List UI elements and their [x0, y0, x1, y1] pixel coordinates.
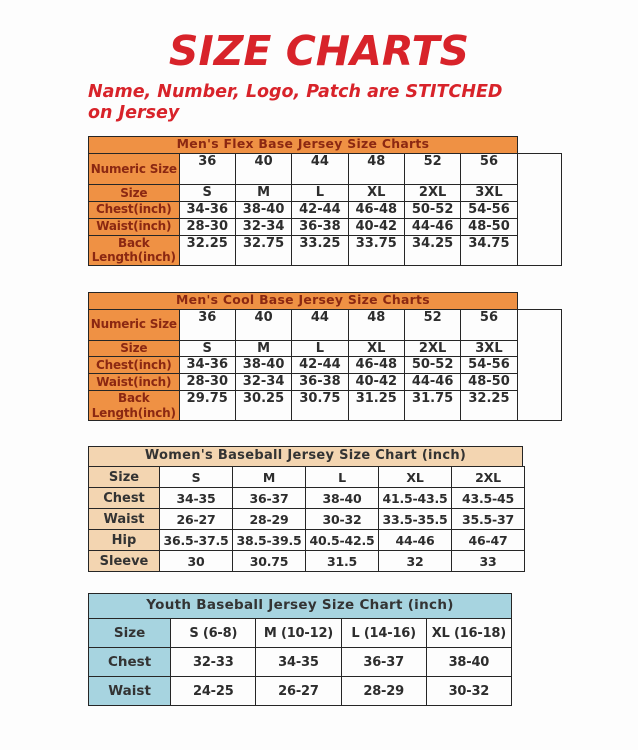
cell-value: 36.5-37.5 [160, 530, 233, 551]
row-label: Size [89, 619, 171, 648]
mens-cool-base-size-chart [88, 292, 638, 422]
row-label: Chest(inch) [89, 357, 180, 374]
cell-value: 30.75 [233, 551, 306, 572]
table-title-bar: Men's Flex Base Jersey Size Charts [88, 136, 518, 153]
cell-value: M [235, 340, 291, 357]
cell-value: M [233, 467, 306, 488]
cell-value: 44 [292, 309, 348, 340]
size-table [88, 153, 562, 266]
cell-value: 46-48 [348, 357, 404, 374]
cell-value: XL [348, 184, 404, 201]
cell-value: 31.75 [404, 391, 460, 421]
cell-value: 56 [461, 153, 517, 184]
cell-value: 35.5-37 [452, 509, 525, 530]
cell-value: 41.5-43.5 [379, 488, 452, 509]
cell-value: 30 [160, 551, 233, 572]
page-title: SIZE CHARTS [168, 27, 470, 75]
cell-value: 36-37 [233, 488, 306, 509]
cell-value: 44-46 [404, 218, 460, 235]
cell-value: 54-56 [461, 201, 517, 218]
table-row [89, 530, 525, 551]
cell-value: 28-30 [179, 374, 235, 391]
table-row [89, 201, 562, 218]
mens-flex-base-size-chart [88, 136, 638, 266]
cell-value: 32.75 [235, 235, 291, 265]
table-row [89, 309, 562, 340]
size-table [88, 618, 512, 706]
size-table [88, 309, 562, 422]
cell-value: 52 [404, 309, 460, 340]
cell-value: 46-48 [348, 201, 404, 218]
womens-baseball-size-chart [88, 446, 638, 572]
table-title-bar: Women's Baseball Jersey Size Chart (inch) [88, 446, 523, 466]
cell-value: L [292, 340, 348, 357]
cell-value: 31.25 [348, 391, 404, 421]
cell-value: 40 [235, 309, 291, 340]
cell-value: 3XL [461, 184, 517, 201]
cell-value: 38-40 [235, 357, 291, 374]
cell-value: 31.5 [306, 551, 379, 572]
cell-value: 40-42 [348, 218, 404, 235]
row-label: Chest [89, 488, 160, 509]
cell-value: S [160, 467, 233, 488]
table-row [89, 218, 562, 235]
page-subtitle-line-1: Name, Number, Logo, Patch are STITCHED [88, 82, 503, 103]
page-subtitle-line-2: on Jersey [88, 103, 180, 124]
cell-value: XL [379, 467, 452, 488]
cell-value: 38-40 [426, 648, 511, 677]
table-row [89, 551, 525, 572]
cell-value: L [306, 467, 379, 488]
cell-value: 44-46 [379, 530, 452, 551]
cell-value: 40-42 [348, 374, 404, 391]
cell-value: 34-35 [160, 488, 233, 509]
cell-value: 32 [379, 551, 452, 572]
table-row [89, 391, 562, 421]
cell-value: 34.25 [404, 235, 460, 265]
size-table [88, 466, 525, 572]
cell-value: S [179, 340, 235, 357]
cell-value: 32-34 [235, 374, 291, 391]
table-row [89, 509, 525, 530]
cell-value: 33 [452, 551, 525, 572]
cell-value: 48-50 [461, 218, 517, 235]
cell-value: 33.25 [292, 235, 348, 265]
cell-value: 38-40 [306, 488, 379, 509]
row-label: Chest [89, 648, 171, 677]
table-row [89, 357, 562, 374]
table-row [89, 340, 562, 357]
cell-value: M (10-12) [256, 619, 341, 648]
cell-value: 38.5-39.5 [233, 530, 306, 551]
cell-value: 3XL [461, 340, 517, 357]
table-row [89, 374, 562, 391]
cell-value: 33.75 [348, 235, 404, 265]
row-label: Sleeve [89, 551, 160, 572]
table-row [89, 235, 562, 265]
cell-value: 42-44 [292, 201, 348, 218]
row-label: Numeric Size [89, 153, 180, 184]
cell-value: 32-34 [235, 218, 291, 235]
cell-value: 50-52 [404, 357, 460, 374]
table-row [89, 619, 512, 648]
cell-value: 36 [179, 309, 235, 340]
cell-value: 40.5-42.5 [306, 530, 379, 551]
cell-value: 30-32 [306, 509, 379, 530]
table-row [89, 677, 512, 706]
cell-value: 29.75 [179, 391, 235, 421]
row-label: Numeric Size [89, 309, 180, 340]
cell-value: 30.25 [235, 391, 291, 421]
row-label: Waist(inch) [89, 374, 180, 391]
page-subtitle [88, 82, 638, 125]
cell-value: S (6-8) [171, 619, 256, 648]
cell-value: 36-38 [292, 374, 348, 391]
cell-value: 48-50 [461, 374, 517, 391]
table-title-bar: Youth Baseball Jersey Size Chart (inch) [88, 593, 512, 618]
cell-value: L (14-16) [341, 619, 426, 648]
cell-value: 2XL [404, 340, 460, 357]
cell-value: 34-36 [179, 201, 235, 218]
cell-value: 34-35 [256, 648, 341, 677]
row-label: Back Length(inch) [89, 391, 180, 421]
table-title-bar: Men's Cool Base Jersey Size Charts [88, 292, 518, 309]
cell-value: 26-27 [256, 677, 341, 706]
cell-value: 32-33 [171, 648, 256, 677]
row-label: Size [89, 184, 180, 201]
cell-value: 48 [348, 153, 404, 184]
cell-value: 38-40 [235, 201, 291, 218]
cell-value: 30.75 [292, 391, 348, 421]
empty-column-cell [517, 153, 561, 265]
cell-value: 34-36 [179, 357, 235, 374]
table-row [89, 467, 525, 488]
youth-baseball-size-chart [88, 593, 638, 706]
cell-value: 36 [179, 153, 235, 184]
empty-column-cell [517, 309, 561, 421]
cell-value: 2XL [452, 467, 525, 488]
cell-value: 44-46 [404, 374, 460, 391]
cell-value: 40 [235, 153, 291, 184]
table-row [89, 184, 562, 201]
row-label: Back Length(inch) [89, 235, 180, 265]
cell-value: 28-30 [179, 218, 235, 235]
cell-value: 2XL [404, 184, 460, 201]
cell-value: 36-38 [292, 218, 348, 235]
cell-value: 30-32 [426, 677, 511, 706]
cell-value: 44 [292, 153, 348, 184]
row-label: Waist [89, 677, 171, 706]
row-label: Waist(inch) [89, 218, 180, 235]
cell-value: XL [348, 340, 404, 357]
cell-value: 32.25 [461, 391, 517, 421]
cell-value: XL (16-18) [426, 619, 511, 648]
cell-value: 46-47 [452, 530, 525, 551]
cell-value: M [235, 184, 291, 201]
cell-value: 42-44 [292, 357, 348, 374]
cell-value: 43.5-45 [452, 488, 525, 509]
cell-value: 33.5-35.5 [379, 509, 452, 530]
row-label: Size [89, 340, 180, 357]
table-row [89, 488, 525, 509]
cell-value: 56 [461, 309, 517, 340]
row-label: Hip [89, 530, 160, 551]
row-label: Chest(inch) [89, 201, 180, 218]
cell-value: 36-37 [341, 648, 426, 677]
cell-value: 54-56 [461, 357, 517, 374]
cell-value: 28-29 [341, 677, 426, 706]
cell-value: 48 [348, 309, 404, 340]
table-row [89, 153, 562, 184]
table-row [89, 648, 512, 677]
cell-value: 50-52 [404, 201, 460, 218]
cell-value: 32.25 [179, 235, 235, 265]
cell-value: S [179, 184, 235, 201]
cell-value: 28-29 [233, 509, 306, 530]
row-label: Size [89, 467, 160, 488]
cell-value: 24-25 [171, 677, 256, 706]
cell-value: 52 [404, 153, 460, 184]
cell-value: 26-27 [160, 509, 233, 530]
row-label: Waist [89, 509, 160, 530]
cell-value: L [292, 184, 348, 201]
cell-value: 34.75 [461, 235, 517, 265]
